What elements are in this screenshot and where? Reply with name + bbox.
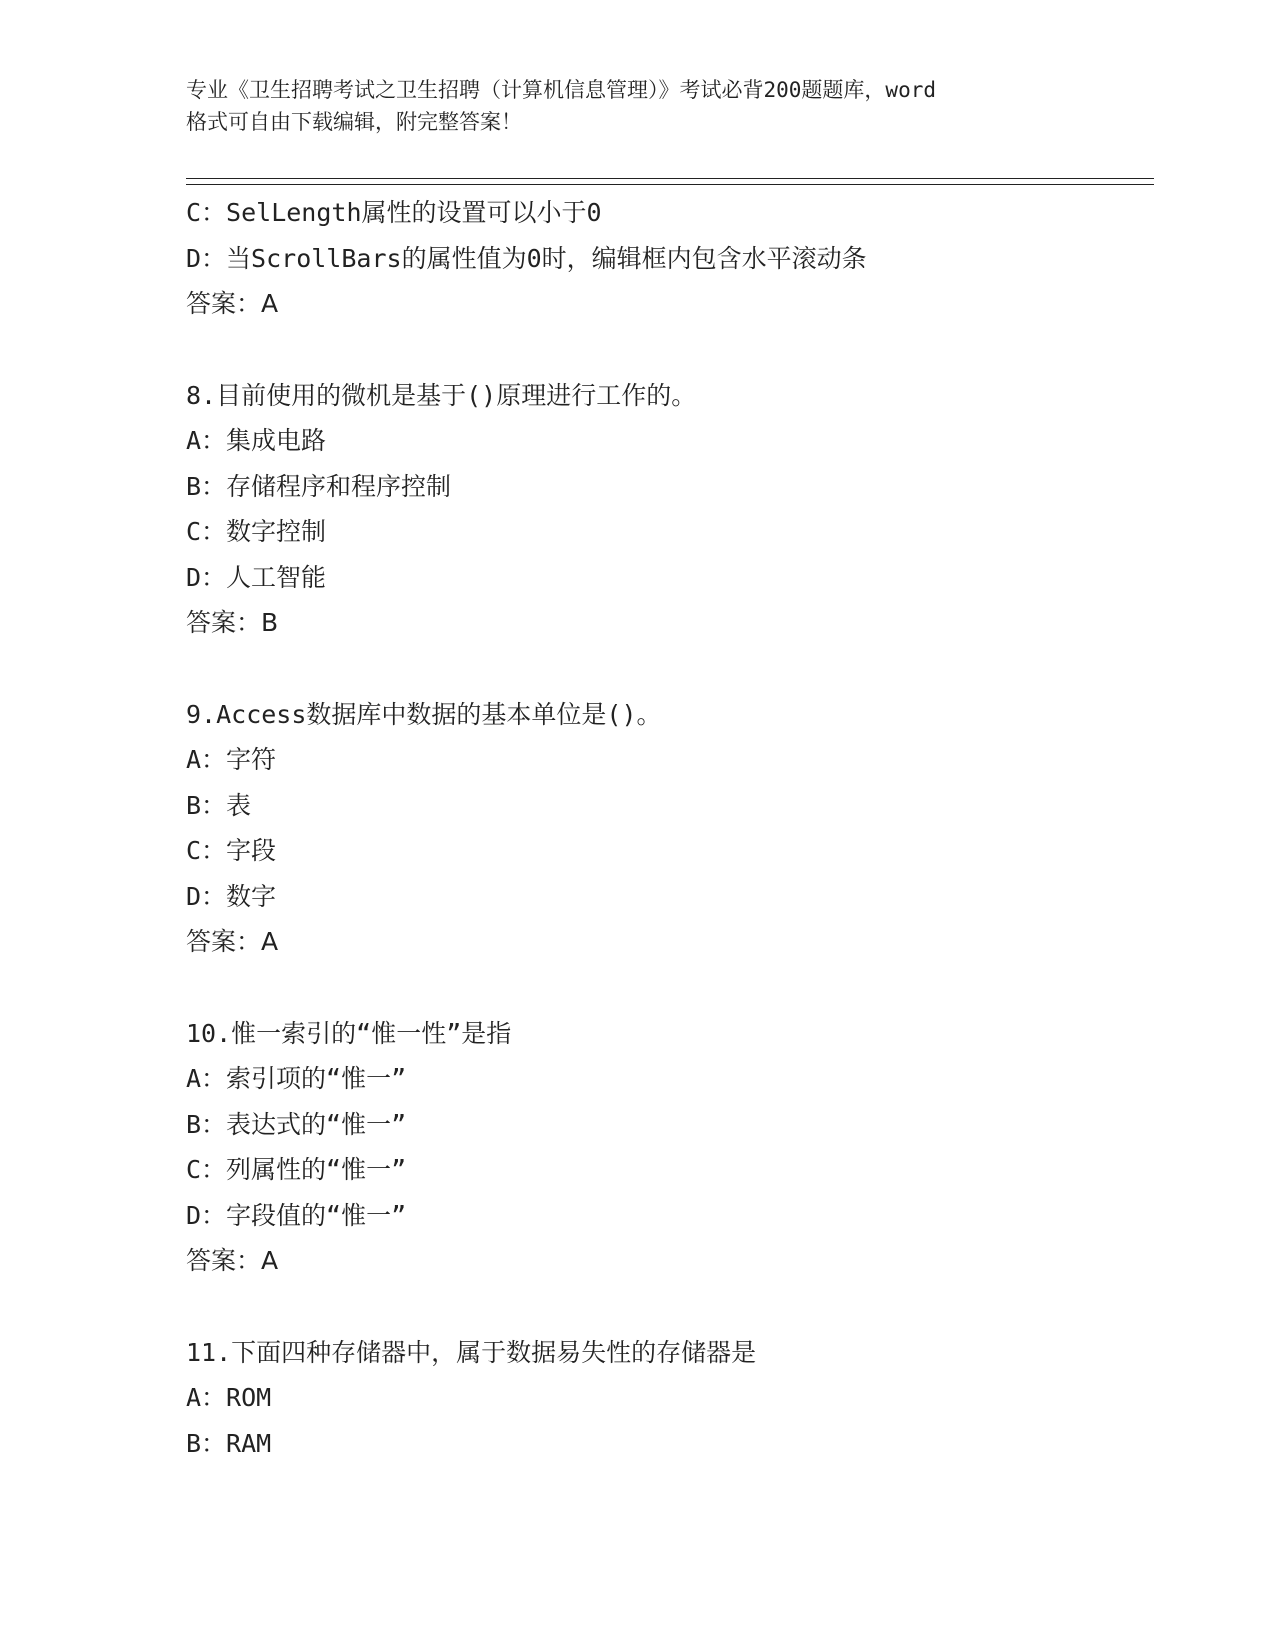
option-c: C：列属性的“惟一”: [186, 1155, 407, 1184]
option-a: A：字符: [186, 745, 277, 774]
question-stem: 8.目前使用的微机是基于()原理进行工作的。: [186, 380, 697, 410]
answer: 答案：B: [186, 608, 279, 637]
option-d: D：当ScrollBars的属性值为0时，编辑框内包含水平滚动条: [186, 243, 867, 273]
question-stem: 10.惟一索引的“惟一性”是指: [186, 1018, 512, 1048]
question-stem: 9.Access数据库中数据的基本单位是()。: [186, 699, 662, 729]
answer: 答案：A: [186, 289, 279, 318]
option-d: D：数字: [186, 881, 277, 911]
option-d: D：人工智能: [186, 562, 327, 592]
option-c: C：SelLength属性的设置可以小于0: [186, 198, 602, 227]
option-d: D：字段值的“惟一”: [186, 1200, 407, 1230]
question-stem: 11.下面四种存储器中，属于数据易失性的存储器是: [186, 1337, 757, 1367]
question-11: [186, 1330, 1146, 1467]
option-c: C：数字控制: [186, 517, 327, 546]
question-10: [186, 1011, 1146, 1284]
header-line-2: 格式可自由下载编辑，附完整答案！: [186, 110, 522, 134]
option-b: B：RAM: [186, 1428, 272, 1458]
option-a: A：集成电路: [186, 426, 327, 455]
question-partial: [186, 190, 1146, 327]
question-list: [186, 190, 1146, 1466]
document-header: [186, 74, 1106, 138]
header-divider-top: [186, 178, 1154, 179]
header-line-1: 专业《卫生招聘考试之卫生招聘（计算机信息管理）》考试必背200题题库，word: [186, 78, 936, 102]
option-a: A：ROM: [186, 1383, 272, 1412]
question-9: [186, 692, 1146, 965]
answer: 答案：A: [186, 927, 279, 956]
option-b: B：表达式的“惟一”: [186, 1109, 407, 1139]
option-b: B：表: [186, 790, 252, 820]
option-b: B：存储程序和程序控制: [186, 471, 452, 501]
option-c: C：字段: [186, 836, 277, 865]
answer: 答案：A: [186, 1246, 279, 1275]
question-8: [186, 373, 1146, 646]
option-a: A：索引项的“惟一”: [186, 1064, 407, 1093]
header-divider-bottom: [186, 184, 1154, 185]
